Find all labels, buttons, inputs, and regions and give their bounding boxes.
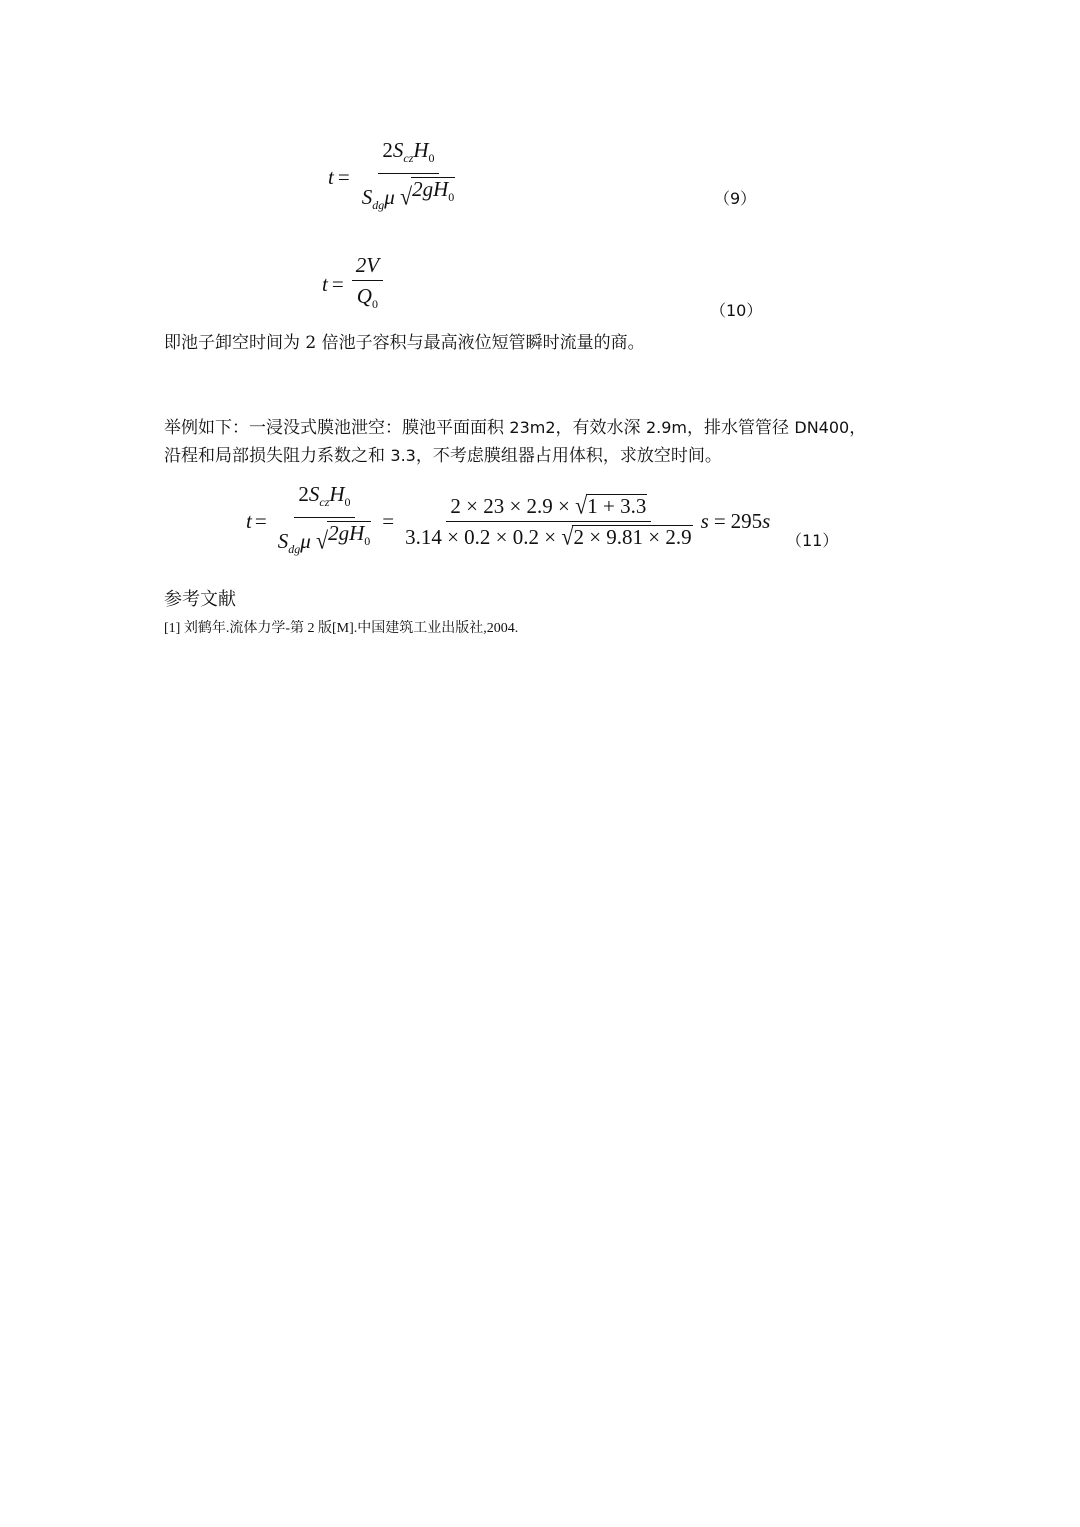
eq10-equals: = [331,272,344,296]
eq9-numerator: $2S_{cz}H_0$ [378,138,438,174]
eq11-result: 295 [730,509,763,533]
eq11-lhs: t [246,509,252,533]
equation-11: t = $2S_{cz}H_0$ $S_{dg}\mu$ √ $2gH_0$ = 2 × 23 × 2.9 × √ 1 + 3.3 3.14 × 0.2 × 0.2 × √ 2 × 9.81 × 2.9 s = 295 s [246,482,770,561]
example-line-2: 沿程和局部损失阻力系数之和 3.3，不考虑膜组器占用体积，求放空时间。 [164,446,722,466]
eq11-fraction-symbolic: $2S_{cz}H_0$ $S_{dg}\mu$ √ $2gH_0$ [277,482,371,556]
eq11-fraction-numeric: 2 × 23 × 2.9 × √ 1 + 3.3 3.14 × 0.2 × 0.2 × √ 2 × 9.81 × 2.9 [405,491,692,551]
equation-9 [328,138,463,217]
eq10-lhs: t [322,272,328,296]
equation-10 [322,253,387,316]
eq11-number: （11） [786,531,839,550]
references-heading: 参考文献 [164,589,236,610]
eq10-denominator: $Q_0$ [356,284,378,311]
paragraph-example [164,414,924,470]
eq9-equals: = [337,165,350,189]
paragraph-conclusion: 即池子卸空时间为 2 倍池子容积与最高液位短管瞬时流量的商。 [164,333,645,353]
eq9-denominator: $S_{dg}\mu$ √ $2gH_0$ [361,177,455,212]
eq10-numerator: 2V [352,253,383,281]
eq9-sqrt: √ $2gH_0$ [399,177,455,211]
eq9-fraction [358,138,460,217]
eq10-number: （10） [710,301,763,320]
eq9-lhs: t [328,165,334,189]
eq10-fraction [352,253,383,316]
eq9-number: （9） [714,189,757,208]
reference-item: [1] 刘鹤年.流体力学-第 2 版[M].中国建筑工业出版社,2004. [164,621,519,636]
example-line-1: 举例如下：一浸没式膜池泄空：膜池平面面积 23m2，有效水深 2.9m，排水管管径 DN400， [164,418,867,438]
